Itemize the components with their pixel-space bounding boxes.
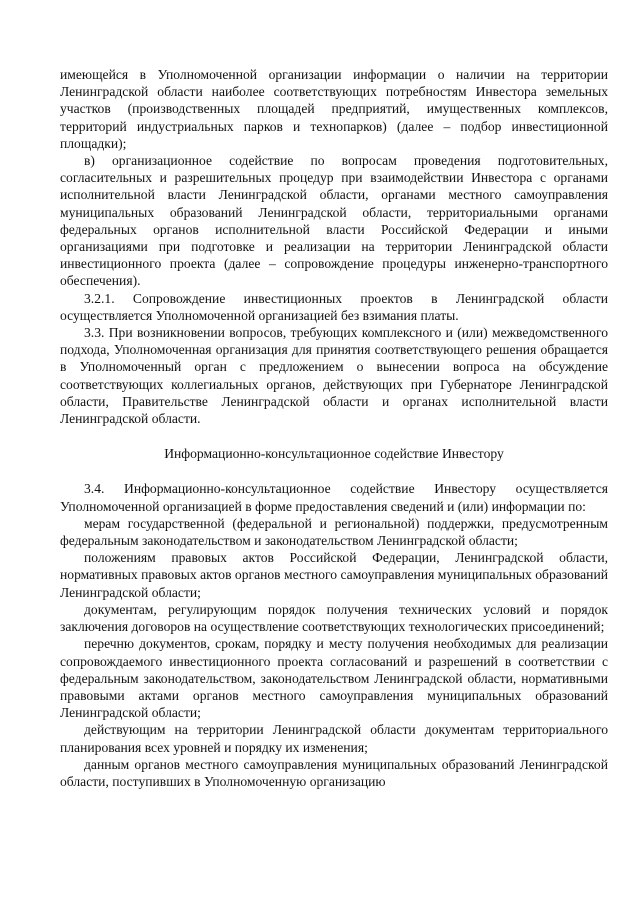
paragraph: имеющейся в Уполномоченной организации информации о наличии на территории Ленинградской области наиболее соответствующих потребностям Инвестора земельных участков (производственных площадей предприятий, имущественных комплексов, территорий индустриальных парков и технопарков) (далее – подбор инвестиционной площадки); bbox=[60, 67, 608, 151]
paragraph: 3.4. Информационно-консультационное содействие Инвестору осуществляется Уполномоченной организацией в форме предоставления сведений и (или) информации по: bbox=[60, 481, 608, 514]
paragraph: в) организационное содействие по вопросам проведения подготовительных, согласительных и разрешительных процедур при взаимодействии Инвестора с органами исполнительной власти Ленинградской области, органами местного самоуправления муниципальных образований Ленинградской области, территориальными органами федеральных органов исполнительной власти Российской Федерации и иными организациями при подготовке и реализации на территории Ленинградской области инвестиционного проекта (далее – сопровождение процедуры инженерно-транспортного обеспечения). bbox=[60, 153, 608, 289]
list-item: перечню документов, срокам, порядку и месту получения необходимых для реализации сопровождаемого инвестиционного проекта согласований и разрешений в соответствии с федеральным законодательством, законодательством Ленинградской области, нормативными правовыми актами органов местного самоуправления муниципальных образований Ленинградской области; bbox=[60, 636, 608, 721]
paragraph: 3.3. При возникновении вопросов, требующих комплексного и (или) межведомственного подхода, Уполномоченная организация для принятия соответствующего решения обращается в Уполномоченный орган с предложением о вынесении вопроса на обсуждение соответствующих коллегиальных органов, действующих при Губернаторе Ленинградской области, Правительстве Ленинградской области и органах исполнительной власти Ленинградской области. bbox=[60, 325, 608, 427]
list-item: данным органов местного самоуправления муниципальных образований Ленинградской области, поступивших в Уполномоченную организацию bbox=[60, 756, 608, 789]
list-item: положениям правовых актов Российской Федерации, Ленинградской области, нормативных правовых актов органов местного самоуправления муниципальных образований Ленинградской области; bbox=[60, 550, 608, 600]
document-page bbox=[60, 66, 608, 790]
section-heading: Информационно-консультационное содействие Инвестору bbox=[164, 446, 504, 462]
list-item: действующим на территории Ленинградской области документам территориального планирования всех уровней и порядку их изменения; bbox=[60, 722, 608, 755]
paragraph: 3.2.1. Сопровождение инвестиционных проектов в Ленинградской области осуществляется Уполномоченной организацией без взимания платы. bbox=[60, 290, 608, 323]
list-item: мерам государственной (федеральной и региональной) поддержки, предусмотренным федеральным законодательством и законодательством Ленинградской области; bbox=[60, 515, 608, 549]
list-item: документам, регулирующим порядок получения технических условий и порядок заключения договоров на осуществление соответствующих технологических присоединений; bbox=[60, 601, 608, 635]
